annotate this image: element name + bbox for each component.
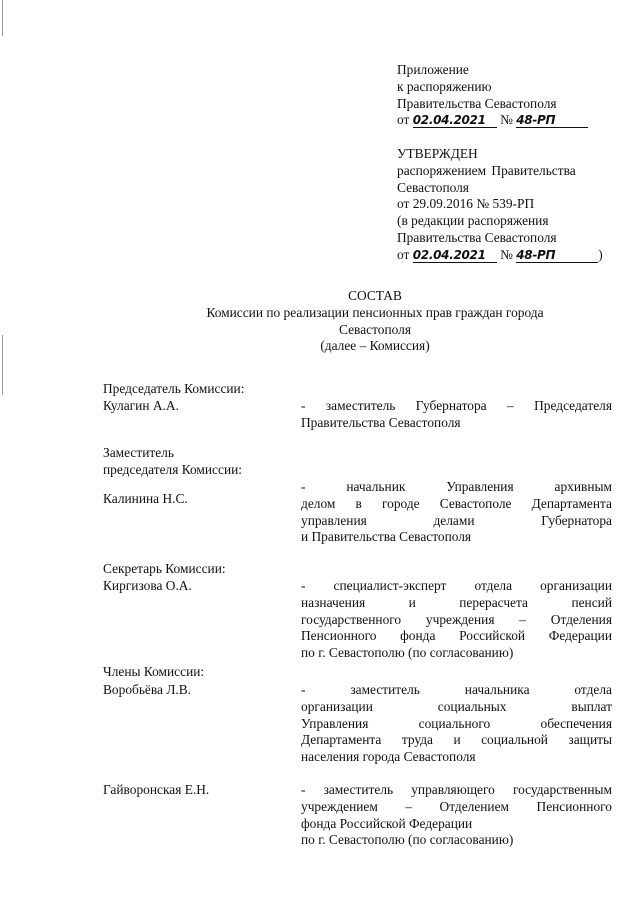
secretary-position-line: по г. Севастополю (по согласованию) — [301, 645, 514, 661]
approved-number: 48-РП — [516, 247, 556, 262]
title-line-4: (далее – Комиссия) — [320, 338, 430, 354]
approved-block — [397, 146, 612, 264]
deputy-position — [301, 479, 612, 546]
chair-position-line: - заместитель Губернатора – Председателя — [301, 398, 612, 413]
secretary-name: Киргизова О.А. — [103, 578, 192, 593]
title-line-2: Комиссии по реализации пенсионных прав граждан города — [206, 304, 544, 320]
member-2-position — [301, 782, 612, 849]
appendix-block — [397, 62, 612, 129]
deputy-position-line: - начальник Управления архивным — [301, 479, 612, 494]
document-title — [160, 288, 590, 355]
member-2-position-line: - заместитель управляющего государственным — [301, 782, 612, 797]
chair-position-line: Правительства Севастополя — [301, 414, 461, 430]
appendix-date: 02.04.2021 — [412, 113, 486, 128]
appendix-line-2: к распоряжению — [397, 78, 492, 94]
secretary-position-line: Пенсионного фонда Российской Федерации — [301, 628, 612, 644]
approved-no-label: № — [500, 246, 513, 262]
member-1-position-line: - заместитель начальника отдела — [301, 682, 612, 697]
secretary-position-line: государственного учреждения – Отделения — [301, 611, 612, 627]
approved-date: 02.04.2021 — [412, 247, 486, 262]
members-label: Члены Комиссии: — [103, 664, 205, 679]
member-2-position-line: фонда Российской Федерации — [301, 815, 473, 831]
deputy-label-line-2: председателя Комиссии: — [103, 461, 242, 477]
secretary-position-line: - специалист-эксперт отдела организации — [301, 578, 612, 593]
member-2-position-line: по г. Севастополю (по согласованию) — [301, 832, 514, 848]
approved-line-2: Севастополя — [397, 179, 469, 195]
approved-heading: УТВЕРЖДЕН — [397, 146, 478, 161]
member-1-position-line: организации социальных выплат — [301, 698, 612, 714]
appendix-number: 48-РП — [516, 113, 556, 128]
member-1-position — [301, 682, 612, 766]
approved-number-field — [516, 247, 598, 263]
appendix-date-line — [397, 112, 612, 129]
deputy-name: Калинина Н.С. — [103, 491, 188, 506]
member-1-name: Воробьёва Л.В. — [103, 682, 192, 697]
appendix-no-label: № — [500, 112, 513, 128]
approved-close-paren: ) — [598, 246, 603, 262]
chair-name: Кулагин А.А. — [103, 398, 179, 413]
appendix-line-3: Правительства Севастополя — [397, 95, 557, 111]
approved-line-5: Правительства Севастополя — [397, 229, 557, 245]
appendix-line-1: Приложение — [397, 62, 469, 77]
deputy-label — [103, 445, 288, 479]
deputy-position-line: и Правительства Севастополя — [301, 529, 472, 545]
secretary-position-line: назначения и перерасчета пенсий — [301, 594, 612, 610]
chair-position — [301, 398, 612, 432]
appendix-number-field — [516, 112, 588, 128]
approved-from-label: от — [397, 246, 410, 262]
appendix-date-field — [413, 112, 497, 128]
member-2-name: Гайворонская Е.Н. — [103, 782, 210, 797]
scan-edge-mark-middle — [2, 335, 3, 395]
deputy-position-line: управления делами Губернатора — [301, 512, 612, 528]
member-2-position-line: учреждением – Отделением Пенсионного — [301, 798, 612, 814]
approved-line-3: от 29.09.2016 № 539-РП — [397, 196, 535, 212]
secretary-label: Секретарь Комиссии: — [103, 561, 226, 576]
appendix-from-label: от — [397, 112, 410, 128]
member-1-position-line: населения города Севастополя — [301, 749, 476, 765]
member-1-position-line: Управления социального обеспечения — [301, 715, 612, 731]
chair-label: Председатель Комиссии: — [103, 381, 245, 396]
approved-date-line — [397, 247, 612, 264]
deputy-position-line: делом в городе Севастополе Департамента — [301, 495, 612, 511]
scan-edge-mark-top — [2, 0, 3, 36]
secretary-position — [301, 578, 612, 662]
deputy-label-line-1: Заместитель — [103, 445, 174, 460]
approved-line-4: (в редакции распоряжения — [397, 213, 549, 229]
approved-line-1: распоряжением Правительства — [397, 162, 576, 178]
title-line-1: СОСТАВ — [348, 288, 402, 303]
member-1-position-line: Департамента труда и социальной защиты — [301, 732, 612, 748]
title-line-3: Севастополя — [339, 321, 411, 337]
approved-date-field — [413, 247, 497, 263]
